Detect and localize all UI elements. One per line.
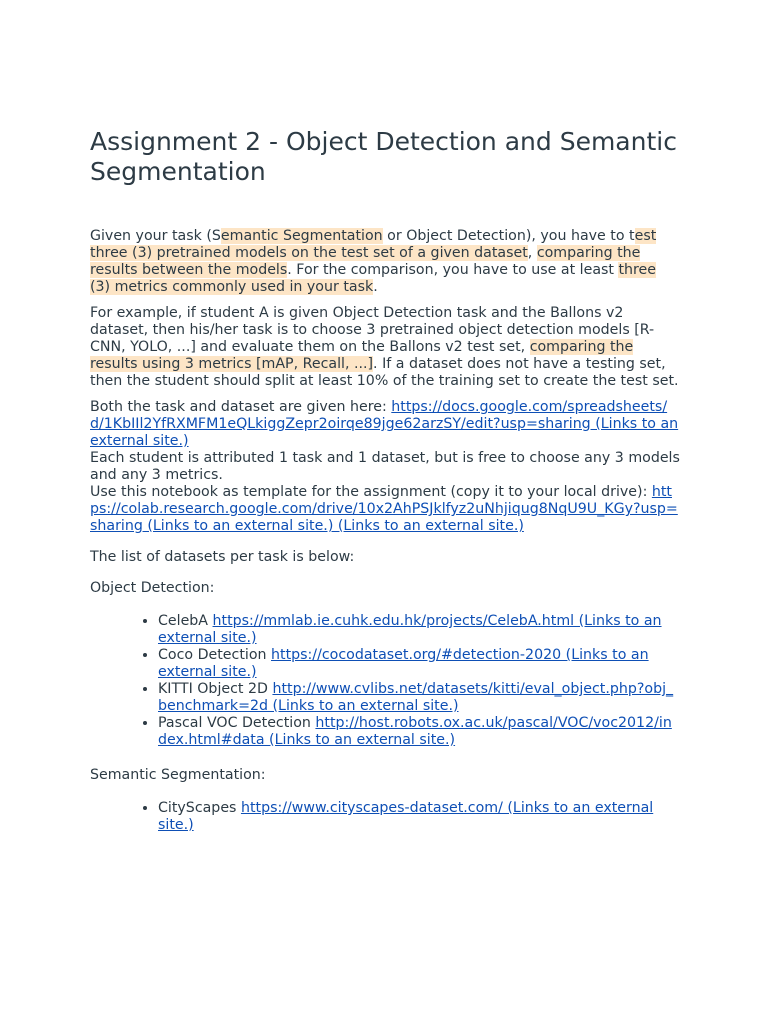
dataset-link-pascal-voc[interactable]: http://host.robots.ox.ac.uk/pascal/VOC/voc2012/index.html#data (Links to an external site.)	[158, 715, 672, 748]
assignment-body	[90, 228, 680, 844]
list-item	[158, 715, 680, 749]
text-run: or Object Detection), you have to t	[382, 228, 635, 244]
dataset-name: CelebA	[158, 613, 213, 629]
example-paragraph	[90, 305, 680, 390]
list-item	[158, 681, 680, 715]
dataset-name: Pascal VOC Detection	[158, 715, 316, 731]
dataset-list-intro: The list of datasets per task is below:	[90, 549, 355, 565]
highlight: comparing the results using 3 metrics [mAP, Recall, ...]	[90, 339, 634, 372]
list-item	[158, 613, 680, 647]
dataset-name: KITTI Object 2D	[158, 681, 273, 697]
dataset-link-celeba[interactable]: https://mmlab.ie.cuhk.edu.hk/projects/CelebA.html (Links to an external site.)	[158, 613, 662, 646]
spreadsheet-link[interactable]: https://docs.google.com/spreadsheets/d/1KbIIl2YfRXMFM1eQLkiggZepr2oirqe89jge62arzSY/edit?usp=sharing (Links to an external site.)	[90, 399, 679, 449]
text-run: ,	[527, 245, 537, 261]
highlight: est three (3) pretrained models on the test set of a given dataset	[90, 228, 657, 261]
dataset-link-kitti[interactable]: http://www.cvlibs.net/datasets/kitti/eval_object.php?obj_benchmark=2d (Links to an external site.)	[158, 681, 674, 714]
dataset-name: CityScapes	[158, 800, 241, 816]
semantic-segmentation-heading: Semantic Segmentation:	[90, 767, 266, 783]
semantic-segmentation-list	[90, 800, 680, 834]
text-run: Each student is attributed 1 task and 1 dataset, but is free to choose any 3 models and any 3 metrics.	[90, 450, 680, 483]
page-title: Assignment 2 - Object Detection and Semantic Segmentation	[90, 127, 677, 186]
dataset-name: Coco Detection	[158, 647, 272, 663]
list-item	[158, 800, 680, 834]
text-run: Given your task (S	[90, 228, 221, 244]
object-detection-list	[90, 613, 680, 749]
text-run: Both the task and dataset are given here:	[90, 399, 392, 415]
highlight: emantic Segmentation	[220, 228, 383, 244]
highlight: comparing the results between the models	[90, 245, 641, 278]
text-run: .	[373, 279, 378, 295]
text-run: . For the comparison, you have to use at least	[287, 262, 619, 278]
text-run: Use this notebook as template for the assignment (copy it to your local drive):	[90, 484, 652, 500]
colab-notebook-link[interactable]: https://colab.research.google.com/drive/10x2AhPSJklfyz2uNhjiqug8NqU9U_KGy?usp=sharing (Links to an external site.) (Links to an external site.)	[90, 484, 678, 534]
task-description-paragraph	[90, 228, 680, 296]
dataset-link-coco[interactable]: https://cocodataset.org/#detection-2020 (Links to an external site.)	[158, 647, 649, 680]
highlight: three (3) metrics commonly used in your task	[90, 262, 657, 295]
text-run: . If a dataset does not have a testing set, then the student should split at least 10% of the training set to create the test set.	[90, 356, 679, 389]
resources-paragraph	[90, 399, 680, 535]
object-detection-heading: Object Detection:	[90, 580, 215, 596]
list-item	[158, 647, 680, 681]
dataset-link-cityscapes[interactable]: https://www.cityscapes-dataset.com/ (Links to an external site.)	[158, 800, 654, 833]
text-run: For example, if student A is given Object Detection task and the Ballons v2 dataset, then his/her task is to choose 3 pretrained object detection models [R-CNN, YOLO, ...] and evaluate them on the Ballons v2 test set,	[90, 305, 655, 355]
